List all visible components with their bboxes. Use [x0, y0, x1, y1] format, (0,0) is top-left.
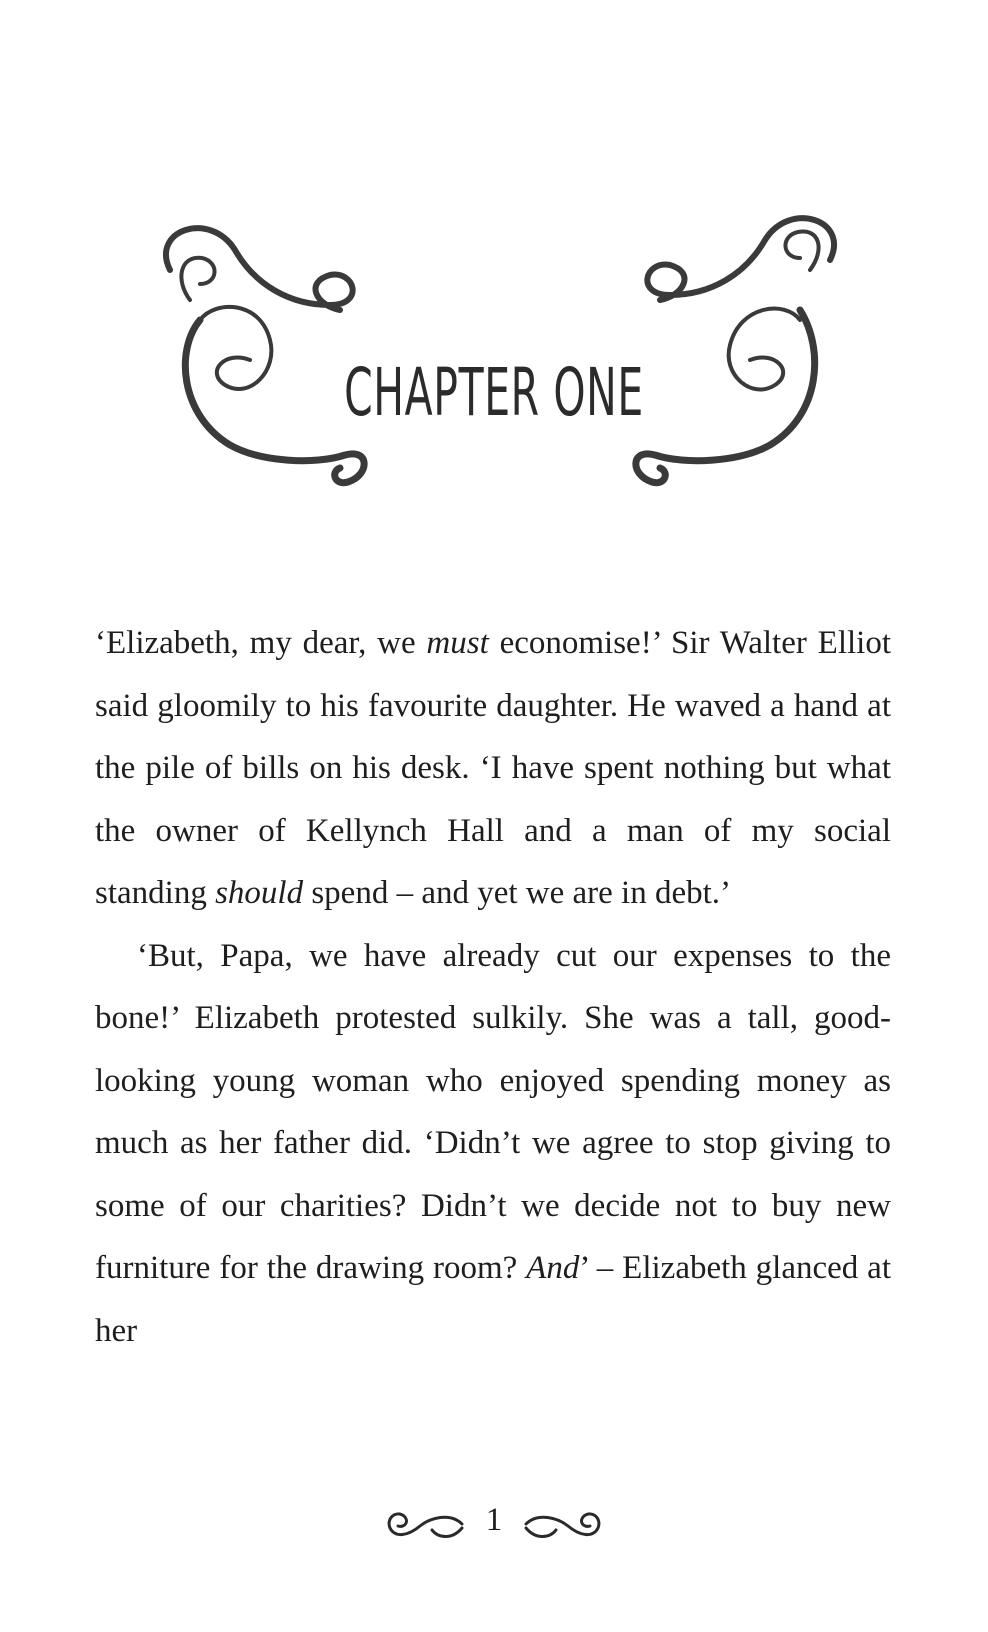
chapter-title: CHAPTER ONE [344, 354, 644, 431]
paragraph-text: spend – and yet we are in debt.’ [303, 875, 732, 911]
paragraph-text: ‘Elizabeth, my dear, we [95, 625, 427, 661]
page-number: 1 [485, 1502, 503, 1538]
paragraph-text: ‘But, Papa, we have already cut our expenses to the bone!’ Elizabeth protested sulkily. She was a tall, good-looking young woman who enjoyed spending money as much as her father did. ‘Didn’t we agree to stop giving to some of our charities? Didn’t we decide not to buy new furniture for the drawing room? [95, 937, 891, 1286]
emphasis-text: should [215, 875, 304, 911]
paragraph [95, 925, 891, 1363]
body-text [95, 612, 891, 1362]
paragraph [95, 612, 891, 925]
emphasis-text: must [426, 625, 489, 661]
emphasis-text: And [526, 1250, 580, 1286]
page-folio [0, 1500, 988, 1560]
paragraph-text: economise!’ Sir Walter Elliot said gloomily to his favourite daughter. He waved a hand at the pile of bills on his desk. ‘I have spent nothing but what the owner of Kellynch Hall and a man of my social standing [95, 625, 891, 911]
paragraph-text: ’ – Elizabeth glanced at her [95, 1250, 891, 1349]
